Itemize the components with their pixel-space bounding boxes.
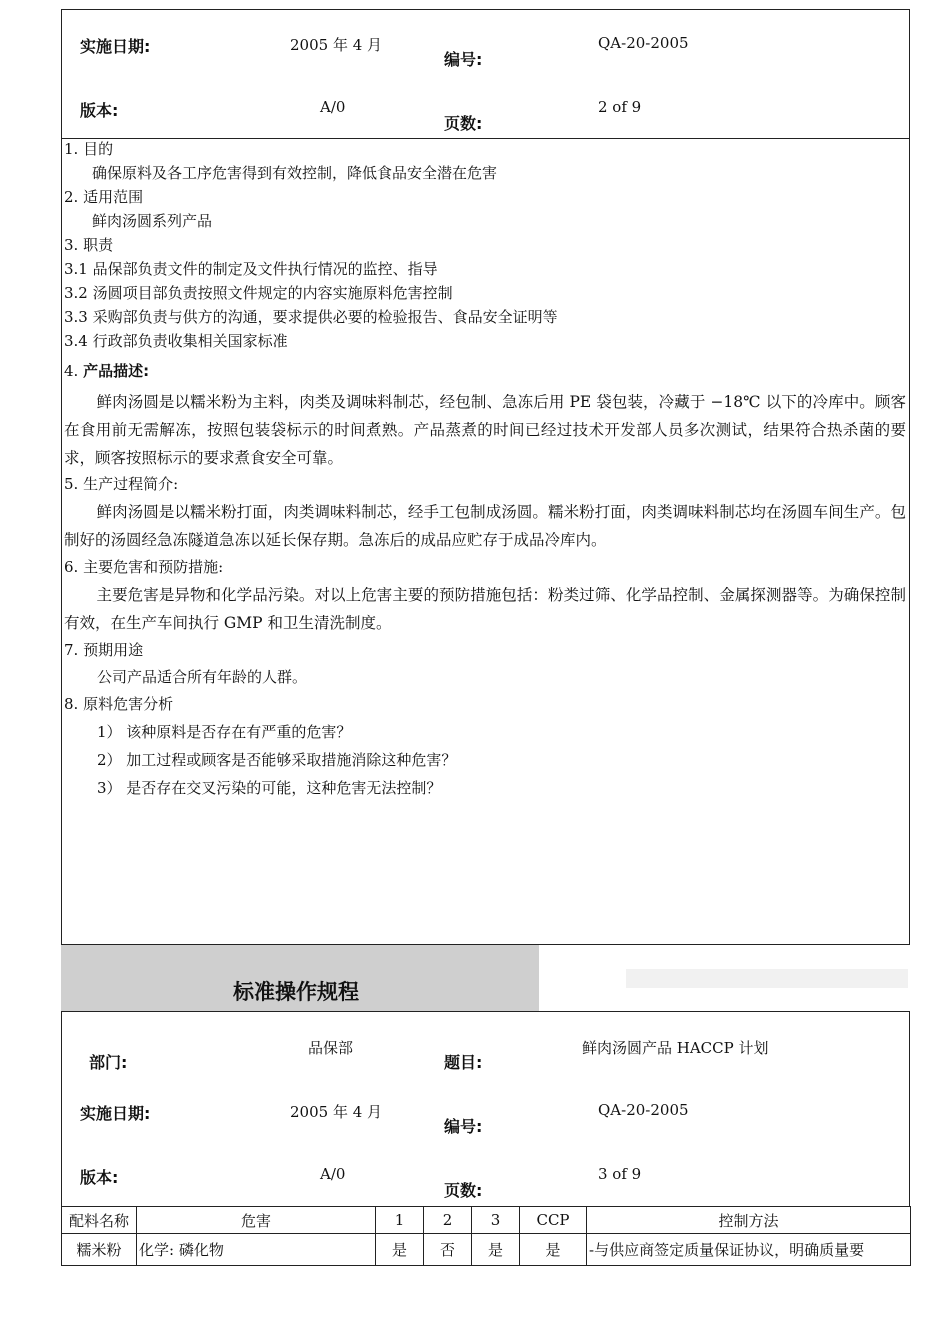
section-7-title: 7. 预期用途 [64, 641, 144, 659]
section-3-2: 3.2 汤圆项目部负责按照文件规定的内容实施原料危害控制 [64, 284, 453, 302]
subject-value: 鲜肉汤圆产品 HACCP 计划 [582, 1039, 769, 1057]
dept-label: 部门: [89, 1053, 128, 1072]
section-1-title: 1. 目的 [64, 140, 114, 158]
code-value: QA-20-2005 [598, 34, 689, 52]
section-4-heading [64, 360, 149, 382]
table-cell: 是 [472, 1234, 520, 1266]
section-4-number: 4. [64, 362, 79, 380]
pages-label-2: 页数: [444, 1181, 483, 1200]
table-cell: 糯米粉 [62, 1234, 137, 1266]
table-header-row [62, 1207, 911, 1234]
table-row [62, 1234, 911, 1266]
code-value-2: QA-20-2005 [598, 1101, 689, 1119]
section-2-text: 鲜肉汤圆系列产品 [92, 212, 213, 230]
table-cell: 化学: 磷化物 [137, 1234, 376, 1266]
dept-value: 品保部 [308, 1039, 354, 1057]
version-label: 版本: [80, 101, 119, 120]
column-header: CCP [520, 1207, 587, 1234]
pages-value: 2 of 9 [598, 98, 642, 116]
section-4-text: 鲜肉汤圆是以糯米粉为主料，肉类及调味料制芯，经包制、急冻后用 PE 袋包装，冷藏于 −18℃ 以下的冷库中。顾客在食用前无需解冻，按照包装袋标示的时间煮熟。产品蒸煮的时间已经过技术开发部人员多次测试，结果符合热杀菌的要求，顾客按照标示的要求煮食安全可靠。 [64, 393, 906, 467]
table-cell: -与供应商签定质量保证协议，明确质量要 [587, 1234, 911, 1266]
impl-date-value: 2005 年 4 月 [290, 36, 383, 54]
pages-label: 页数: [444, 114, 483, 133]
section-2-title: 2. 适用范围 [64, 188, 144, 206]
table-cell: 否 [424, 1234, 472, 1266]
section-8-question-2: 2） 加工过程或顾客是否能够采取措施消除这种危害？ [97, 751, 457, 769]
column-header: 危害 [137, 1207, 376, 1234]
section-4-title: 产品描述: [83, 362, 150, 380]
section-1-text: 确保原料及各工序危害得到有效控制，降低食品安全潜在危害 [92, 164, 498, 182]
code-label-2: 编号: [444, 1117, 483, 1136]
pages-value-2: 3 of 9 [598, 1165, 642, 1183]
impl-date-label: 实施日期: [80, 37, 151, 56]
section-3-title: 3. 职责 [64, 236, 114, 254]
column-header: 配料名称 [62, 1207, 137, 1234]
section-6-title: 6. 主要危害和预防措施: [64, 558, 224, 576]
table-cell: 是 [520, 1234, 587, 1266]
impl-date-value-2: 2005 年 4 月 [290, 1103, 383, 1121]
section-8-title: 8. 原料危害分析 [64, 695, 174, 713]
sop-banner-title: 标准操作规程 [233, 980, 359, 1004]
page2-header-box [61, 9, 910, 139]
column-header: 3 [472, 1207, 520, 1234]
version-value: A/0 [320, 98, 346, 116]
section-7-text: 公司产品适合所有年龄的人群。 [97, 668, 308, 686]
table-cell: 是 [376, 1234, 424, 1266]
column-header: 控制方法 [587, 1207, 911, 1234]
section-5-title: 5. 生产过程简介: [64, 475, 179, 493]
haccp-table [61, 1206, 911, 1266]
section-6-text: 主要危害是异物和化学品污染。对以上危害主要的预防措施包括：粉类过筛、化学品控制、金属探测器等。为确保控制有效，在生产车间执行 GMP 和卫生清洗制度。 [64, 586, 906, 632]
banner-side-bar [626, 969, 908, 988]
subject-label: 题目: [444, 1053, 483, 1072]
column-header: 1 [376, 1207, 424, 1234]
section-3-3: 3.3 采购部负责与供方的沟通，要求提供必要的检验报告、食品安全证明等 [64, 308, 558, 326]
version-label-2: 版本: [80, 1168, 119, 1187]
version-value-2: A/0 [320, 1165, 346, 1183]
section-3-1: 3.1 品保部负责文件的制定及文件执行情况的监控、指导 [64, 260, 438, 278]
section-8-question-1: 1） 该种原料是否存在有严重的危害？ [97, 723, 352, 741]
section-5-text: 鲜肉汤圆是以糯米粉打面，肉类调味料制芯，经手工包制成汤圆。糯米粉打面，肉类调味料制芯均在汤圆车间生产。包制好的汤圆经急冻隧道急冻以延长保存期。急冻后的成品应贮存于成品冷库内。 [64, 503, 906, 549]
impl-date-label-2: 实施日期: [80, 1104, 151, 1123]
page3-header-box [61, 1011, 910, 1207]
section-8-question-3: 3） 是否存在交叉污染的可能，这种危害无法控制？ [97, 779, 442, 797]
section-3-4: 3.4 行政部负责收集相关国家标准 [64, 332, 288, 350]
code-label: 编号: [444, 50, 483, 69]
column-header: 2 [424, 1207, 472, 1234]
